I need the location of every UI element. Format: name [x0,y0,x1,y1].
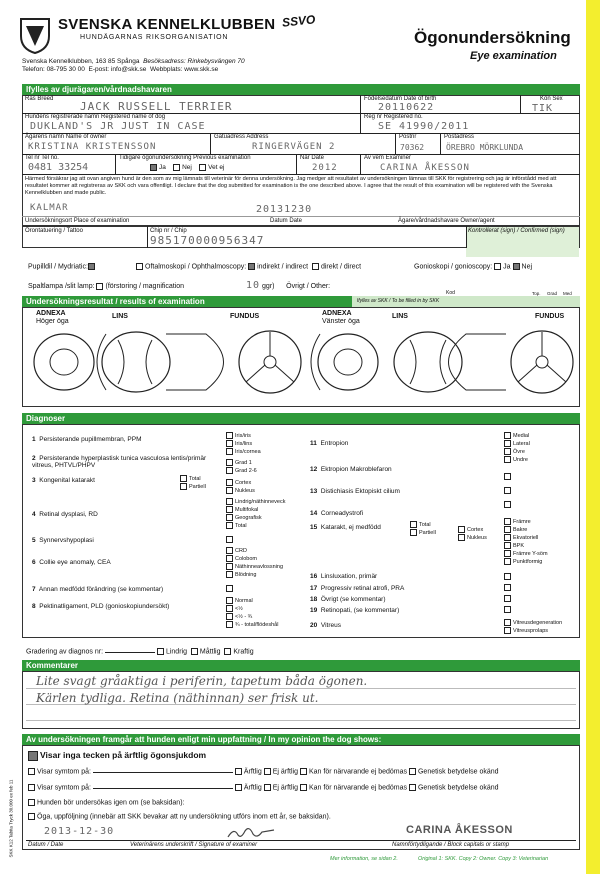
prev-nej-label: Nej [182,164,192,172]
col-divider [520,95,521,113]
direct-checkbox[interactable] [312,263,319,270]
col-divider [360,154,361,174]
grade-moderate-checkbox[interactable] [191,648,198,655]
grade-severe-label: Kraftig [233,648,254,656]
followup-checkbox[interactable] [28,813,35,820]
diag-6: 6 Collie eye anomaly, CEA [32,559,111,566]
skk-logo [18,16,52,54]
ej-arftlig-checkbox[interactable] [264,784,271,791]
prev-date-label: När Date [300,155,325,161]
place-label: Undersökningsort Place of examination [25,218,130,224]
opt-checkbox[interactable] [504,456,511,463]
vet-signature [226,826,276,840]
contact-line: Telefon: 08-795 30 00 E-post: info@skk.se Webbplats: www.skk.se [22,66,219,73]
prev-exam-label: Tidigare ögonundersökning Previous examination [119,155,251,161]
diag-8: 8 Pektinatligament, PLD (gonioskopiundersökt) [32,603,170,610]
opts-3b: Cortex Nukleus [226,479,255,495]
prev-ja-checkbox[interactable] [150,164,157,171]
footer-more: Mer information, se sidan 2. [330,856,398,862]
opts-1: Iris/iris Iris/lins Iris/cornea [226,432,261,456]
symptom2-label: Visar symtom på: [37,784,91,792]
row-divider [22,174,580,175]
col-divider [147,226,148,248]
diag-13: 13 Distichiasis Ektopiskt cilium [310,488,400,495]
col-divider [440,133,441,154]
opt-checkbox[interactable] [504,595,511,602]
comment-rule [26,688,576,689]
side-print-code: SKK K12 Tabita Tryck 30.000 ex feb 11 [8,779,14,858]
symptom-row-1: Visar symtom på: Ärftlig Ej ärftlig Kan för närvarande ej bedömas Genetisk betydelse okänd [28,768,578,775]
diag-7: 7 Annan medfödd förändring (se kommentar) [32,586,164,593]
org-subtitle: HUNDÄGARNAS RIKSORGANISATION [80,34,229,41]
gonio-label: Gonioskopi / gonioscopy: [414,263,493,271]
ophth-label: Oftalmoskopi / Ophthalmoscopy: [145,263,247,271]
right-eye-diagram [26,322,306,404]
postnr-label: Postnr [399,134,417,140]
opt-checkbox[interactable] [180,483,187,490]
opts-11: Medial Lateral Övre Undre [504,432,530,464]
diag-20: 20 Vitreus [310,622,341,629]
symptom1-checkbox[interactable] [28,768,35,775]
form-title-en: Eye examination [470,50,557,62]
retest-label: Hunden bör undersökas igen om (se baksidan): [37,799,185,807]
genetik-checkbox[interactable] [409,784,416,791]
col-divider [395,133,396,154]
prev-ja-label: Ja [159,164,166,172]
opt-checkbox[interactable] [504,501,511,508]
opt-checkbox[interactable] [226,605,233,612]
opt-checkbox[interactable] [226,459,233,466]
address-line: Svenska Kennelklubben, 163 85 Spånga Besöksadress: Rinkebysvängen 70 [22,58,245,65]
declaration-text: Härmed försäkrar jag att ovan angiven hund är den som av mig lämnats till veterinär för denna undersökning. Jag medger att resultatet av undersökningen lämnas till SKK för registrering och jag är införstådd med att resultatet kommer att registreras av SKK och vara offentligt. I declare that the dog submitted for examination is the one described above. I agree that the result of this examination will be registered with the Svenska Kennelklubben and made public. [25,176,557,196]
org-name: SVENSKA KENNELKLUBBEN [58,16,276,33]
left-eye-diagram [306,322,578,404]
opt-checkbox[interactable] [226,597,233,604]
opt-checkbox[interactable] [504,619,511,626]
paper-edge [586,0,600,874]
diag-12: 12 Ektropion Makroblefaron [310,466,392,473]
col-divider [360,113,361,133]
opts-7-box [226,585,235,592]
grade-mild-label: Lindrig [165,648,187,656]
street-value[interactable]: RINGERVÄGEN 2 [252,142,336,152]
diag-1: 1 Persisterande pupillmembran, PPM [32,436,142,443]
col-grad: Grad [547,291,558,296]
footer-copies: Original 1: SKK. Copy 2: Owner. Copy 3: Veterinarian [418,856,549,862]
owner-section-bar: Ifylles av djurägaren/vårdnadshavaren [22,84,580,95]
opts-20: Vitreusdegeneration Vitreusprolaps [504,619,562,635]
owner-label: Ägarens namn Name of owner [25,134,107,140]
opt-checkbox[interactable] [504,448,511,455]
place-value[interactable]: KALMAR [30,203,69,213]
method-row-2 [28,280,330,291]
mag-value[interactable]: 10 [246,280,261,291]
comment-line-1[interactable]: Lite svagt gråaktiga i periferin, tapetum båda ögonen. [36,674,368,688]
owner-value[interactable]: KRISTINA KRISTENSSON [28,142,157,152]
opts-15b: Cortex Nukleus [458,526,487,542]
symptom2-checkbox[interactable] [28,784,35,791]
opt-checkbox[interactable] [504,534,511,541]
opts-2: Grad 1 Grad 2-6 [226,459,257,475]
skk-note: Ifylles av SKK / To be filled in by SKK [352,296,444,307]
opts-12-14-boxes [504,470,513,512]
opt-checkbox[interactable] [504,526,511,533]
chip-label: Chip nr / Chip [150,228,187,234]
prev-exam-options [150,164,224,171]
diag-17: 17 Progressiv retinal atrofi, PRA [310,585,405,592]
vet-date-label: Datum / Date [28,842,64,848]
gonio-nej-label: Nej [521,263,533,271]
opt-checkbox[interactable] [226,522,233,529]
breed-value[interactable]: JACK RUSSELL TERRIER [80,100,233,113]
opt-checkbox[interactable] [226,585,233,592]
slit-checkbox[interactable] [96,283,103,290]
ophth-row [136,263,361,270]
results-bar: Undersökningsresultat / results of examination [22,296,352,307]
prev-vetej-checkbox[interactable] [199,164,206,171]
opt-checkbox[interactable] [226,440,233,447]
opt-checkbox[interactable] [226,563,233,570]
opt-checkbox[interactable] [226,536,233,543]
opt-checkbox[interactable] [504,584,511,591]
diag-3: 3 Kongenital katarakt [32,477,95,484]
opt-checkbox[interactable] [504,473,511,480]
prev-date-value[interactable]: 2012 [312,163,338,173]
ssvo-logo: SSVO [281,12,316,30]
opts-16-19-boxes [504,572,513,616]
opt-checkbox[interactable] [226,506,233,513]
col-divider [115,154,116,174]
sign-rule [26,840,576,841]
diag-19: 19 Retinopati, (se kommentar) [310,607,400,614]
city-label: Postadress [444,134,475,140]
indirect-checkbox[interactable] [248,263,255,270]
vet-date-value[interactable]: 2013-12-30 [44,826,115,837]
sex-value[interactable]: TIK [532,103,554,114]
opt-checkbox[interactable] [458,534,465,541]
opt-checkbox[interactable] [504,558,511,565]
opt-checkbox[interactable] [504,518,511,525]
opt-checkbox[interactable] [226,514,233,521]
diag-14: 14 Corneadystrofi [310,510,364,517]
gonio-row [414,263,532,270]
opts-3a: Total Partiell [180,475,206,491]
opts-15c: Främre Bakre Ekvatoriell BPK Främre Y-söm Punktformig [504,518,548,566]
opts-5-box [226,536,235,543]
opt-checkbox[interactable] [226,613,233,620]
regno-label: Reg nr Registered no. [364,114,423,120]
opts-4: Lindrig/näthinneveck Multifokal Geografisk Total [226,498,285,530]
opt-checkbox[interactable] [458,526,465,533]
followup-label: Öga, uppföljning (innebär att SKK bevakar att ny undersökning utförs inom ett år, se baksidan). [37,813,331,821]
examiner-label: Av vem Examiner [364,155,411,161]
prev-vetej-label: Vet ej [208,164,225,172]
pupil-label: Pupilldil / Mydriatic: [28,263,88,271]
tel-label: Tel nr Tel no. [25,155,59,161]
opt-checkbox[interactable] [504,432,511,439]
opt-checkbox[interactable] [504,606,511,613]
opt-checkbox[interactable] [226,479,233,486]
retest-checkbox[interactable] [28,799,35,806]
col-med: Med [563,291,572,296]
opt-checkbox[interactable] [410,529,417,536]
col-divider [210,133,211,154]
followup-row [28,813,331,820]
opt-checkbox[interactable] [504,440,511,447]
grade-moderate-label: Måttlig [199,648,221,656]
mag-label: (förstoring / magnification [105,283,185,290]
diag-16: 16 Linsluxation, primär [310,573,378,580]
opt-checkbox[interactable] [504,573,511,580]
gonio-ja-checkbox[interactable] [494,263,501,270]
diag-11: 11 Entropion [310,440,349,447]
genetik-checkbox[interactable] [409,768,416,775]
indirect-label: indirekt / indirect [257,263,309,271]
grade-mild-checkbox[interactable] [157,648,164,655]
vet-stamp-name: CARINA ÅKESSON [406,824,513,836]
kod-boxes [444,296,580,307]
diag-4: 4 Retinal dysplasi, RD [32,511,98,518]
direct-label: direkt / direct [320,263,362,271]
vet-name-label: Namnförtydligande / Block capitals or stamp [392,842,510,848]
form-title-sv: Ögonundersökning [414,28,571,47]
controlled-label: Kontrollerat (sign) / Confirmed (sign) [468,228,565,234]
grading-label: Gradering av diagnos nr: [26,648,104,656]
opts-6: CRD Colobom Näthinneavlossning Blödning [226,547,283,579]
opt-checkbox[interactable] [504,487,511,494]
col-divider [466,226,467,248]
owner-sign-label: Ägare/vårdnadshavare Owner/agent [398,218,495,224]
postnr-value[interactable]: 70362 [400,143,425,152]
left-eye-label: Vänster öga [322,318,360,325]
opt-checkbox[interactable] [410,521,417,528]
ej-arftlig-checkbox[interactable] [264,768,271,775]
right-eye-label: Höger öga [36,318,69,325]
opt-checkbox[interactable] [226,432,233,439]
opt-checkbox[interactable] [226,571,233,578]
gonio-ja-label: Ja [503,263,511,271]
kan-ej-checkbox[interactable] [300,784,307,791]
exam-date-value[interactable]: 20131230 [256,204,313,215]
ggr-label: ggr) [262,283,275,290]
grade-severe-checkbox[interactable] [224,648,231,655]
comments-bar: Kommentarer [22,660,580,671]
retest-row [28,799,184,806]
examiner-value[interactable]: CARINA ÅKESSON [380,163,470,173]
comment-rule [26,720,576,721]
other-label: Övrigt / Other: [286,283,331,290]
opt-checkbox[interactable] [226,498,233,505]
opt-checkbox[interactable] [180,475,187,482]
arftlig-checkbox[interactable] [235,784,242,791]
slit-label: Spaltlampa /slit lamp: [28,283,95,290]
col-divider [360,95,361,113]
symptom-row-2: Visar symtom på: Ärftlig Ej ärftlig Kan för närvarande ej bedömas Genetisk betydelse okänd [28,784,578,791]
opts-8: Normal <½ <½ - ¾ ¾ - total/flödeshål [226,597,278,629]
fundus2-label: FUNDUS [535,313,565,320]
opt-checkbox[interactable] [226,448,233,455]
vet-sign-label: Veterinärens underskrift / Signature of examiner [130,842,258,848]
lins-label: LINS [112,313,128,320]
opt-checkbox[interactable] [504,627,511,634]
grading-row [26,648,254,655]
city-value[interactable]: ÖREBRO MÖRKLUNDA [446,143,524,152]
right-adnexa-label: ADNEXA [36,310,66,317]
prev-nej-checkbox[interactable] [173,164,180,171]
sex-label: Kön Sex [540,96,563,102]
diag-2: 2 Persisterande hyperplastisk tunica vasculosa lentis/primär vitreus, PHTVL/PHPV [32,455,207,469]
opt-checkbox[interactable] [504,542,511,549]
fundus-label: FUNDUS [230,313,260,320]
no-signs-label: Visar inga tecken på ärftlig ögonsjukdom [40,750,207,760]
kan-ej-checkbox[interactable] [300,768,307,775]
opt-checkbox[interactable] [226,555,233,562]
left-adnexa-label: ADNEXA [322,310,352,317]
opinion-bar: Av undersökningen framgår att hunden enligt min uppfattning / In my opinion the dog shows: [22,734,580,745]
col-top: Top. [532,291,541,296]
tel-value[interactable]: 0481 33254 [28,162,89,173]
diag-18: 18 Övrigt (se kommentar) [310,596,386,603]
comment-line-2[interactable]: Kärlen tydliga. Retina (näthinnan) ser frisk ut. [36,691,319,705]
col-divider [296,154,297,174]
dob-label: Födelsedatum Date of birth [364,96,437,102]
kod-label: Kod [446,290,455,296]
no-signs-checkbox[interactable] [28,751,38,761]
breed-label: Ras Breed [25,96,54,102]
dob-value[interactable]: 20110622 [378,102,435,113]
opt-checkbox[interactable] [504,550,511,557]
regno-value[interactable]: SE 41990/2011 [378,121,470,132]
street-label: Gatuadress Address [214,134,269,140]
dogname-label: Hundens registrerade namn Registered name of dog [25,114,166,120]
chip-value[interactable]: 985170000956347 [150,234,265,247]
opt-checkbox[interactable] [226,621,233,628]
symptom1-label: Visar symtom på: [37,768,91,776]
lins2-label: LINS [392,313,408,320]
diagnoser-bar: Diagnoser [22,413,580,424]
ophth-checkbox[interactable] [136,263,143,270]
opt-checkbox[interactable] [226,547,233,554]
signature-line [22,216,580,217]
tattoo-label: Örontatuering / Tattoo [25,228,83,234]
method-row-1 [28,263,97,270]
date-label: Datum Date [270,218,303,224]
diag-5: 5 Synnervshypoplasi [32,537,94,544]
gonio-nej-checkbox[interactable] [513,263,520,270]
pupil-checkbox[interactable] [88,263,95,270]
dogname-value[interactable]: DUKLAND'S JR JUST IN CASE [30,121,206,132]
opt-checkbox[interactable] [226,487,233,494]
no-signs-row [28,750,206,761]
arftlig-checkbox[interactable] [235,768,242,775]
opts-15a: Total Partiell [410,521,436,537]
diag-15: 15 Katarakt, ej medfödd [310,524,381,531]
opt-checkbox[interactable] [226,467,233,474]
